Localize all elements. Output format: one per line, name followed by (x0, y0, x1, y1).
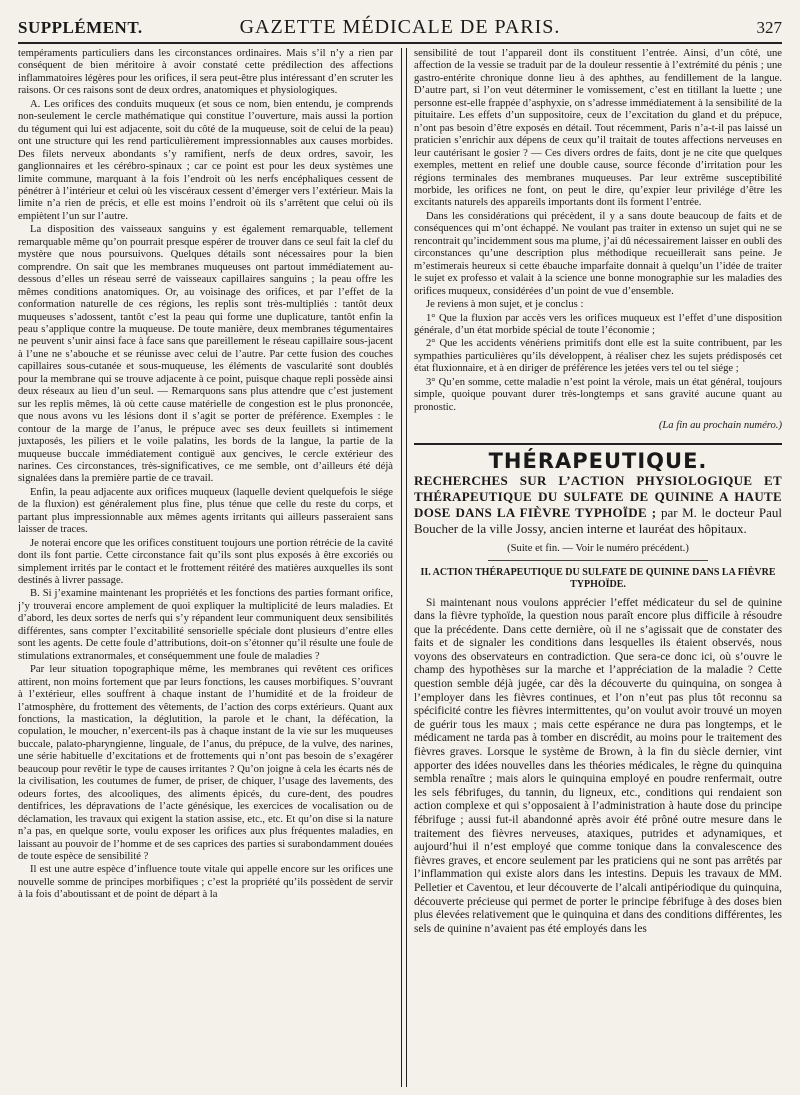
paragraph: Par leur situation topographique même, les membranes qui revêtent ces orifices attirent, non moins fortement que par leurs fonctions, les causes morbifiques. S’ouvrant à l’extérieur, elles souffrent à chaque instant de l’humidité et de la froideur de l’atmosphère, du frottement des vêtements, de l’action des corps extérieurs. Quant aux fonctions, la mastication, la déglutition, la parole et le chant, la défécation, la copulation, le moucher, n’exercent-ils pas à chaque instant de la vie sur les muqueuses buccale, palato-pharyngienne, linguale, de l’anus, du prépuce, de la vulve, des narines, une série habituelle d’excitations et de frottements qui n’ont pas besoin de s’exagérer beaucoup pour revêtir le type de causes irritantes ? Qu’on joigne à cela les écarts nés de la civilisation, les coutumes de fumer, de priser, de chiquer, l’usage des lavements, des odeurs fortes, des alcooliques, des aliments épicés, du cure-dent, des poudres dentifrices, les dépravations de l’acte génésique, les exercices de vocalisation ou de déclamation, les travaux qui exigent la station assise, etc., etc. Et qu’on dise si la nature n’a pas, en quelque sorte, voulu exposer les orifices aux plus fréquentes maladies, en laissant au pouvoir de l’homme et de ses caprices des parties si surabondamment douées de toute espèce de sensibilité ? (18, 664, 393, 862)
paragraph: Il est une autre espèce d’influence toute vitale qui appelle encore sur les orifices une nouvelle somme de principes morbifiques ; c’est la propriété qu’ils possèdent de servir à la fois d’aboutissant et de point de départ à la (18, 864, 393, 901)
paragraph: A. Les orifices des conduits muqueux (et sous ce nom, bien entendu, je comprends non-seulement le cercle mathématique qui constitue l’ouverture, mais aussi la portion du tégument qui lui est adjacente, soit du côté de la muqueuse, soit de celui de la peau) ont une structure qui les rend particulièrement impressionnables aux causes morbides. Des filets nerveux abondants s’y ramifient, nerfs de deux ordres, savoir, les ganglionnaires et les cérébro-spinaux ; car ce point est pour les deux systèmes une limite commune, marquant à la fois l’endroit où les nerfs encéphaliques cessent de pénétrer à l’intérieur et celui où les viscéraux cessent d’émerger vers l’extérieur. Mais la limite n’a rien de précis, et elle est moins l’endroit où ils s’arrêtent que celui où ils empiètent l’un sur l’autre. (18, 98, 393, 222)
article-title (414, 473, 782, 537)
supplement-label: SUPPLÉMENT. (18, 18, 143, 37)
paragraph: sensibilité de tout l’appareil dont ils constituent l’entrée. Ainsi, d’un côté, une affection de la vessie se traduit par de la douleur ressentie à l’extrémité du pénis ; une gastro-entérite chronique donne lieu à des aphthes, au fendillement de la langue. D’autre part, si l’on veut déterminer le vomissement, c’est en titillant la luette ; une personne est-elle frappée d’asphyxie, on s’adresse immédiatement à la sensibilité de la pituitaire. Les effets d’un suppositoire, ceux de l’excitation du gland et du prépuce, n’ont pas besoin d’être exposés en détail. Tout récemment, Paris n’a-t-il pas laissé un praticien s’enrichir aux dépens de ceux qu’il traitait de toutes affections nerveuses en leur cautérisant le gosier ? — Ces divers ordres de faits, dont je ne cite que quelques exemples, mettent en relief une double cause, source féconde d’irritation pour les régions terminales des membranes muqueuses. Par leur extrême susceptibilité morbide, les orifices ne font, on peut le dire, qu’expier leur privilége d’être les excitants naturels des appareils importants dont ils forment l’entrée. (414, 48, 782, 209)
column-divider (401, 48, 407, 1087)
article-title-text: RECHERCHES SUR L’ACTION PHYSIOLOGIQUE ET THÉRAPEUTIQUE DU SULFATE DE QUININE A HAUTE DOSE DANS LA FIÈVRE TYPHOÏDE ; (414, 473, 782, 521)
paragraph: Dans les considérations qui précèdent, il y a sans doute beaucoup de faits et de conséquences qui m’ont échappé. Ne voulant pas traiter in extenso un sujet qui ne se rencontrait qu’incidemment sous ma plume, j’ai dû nécessairement laisser en oubli des circonstances qu’une description plus méthodique recueillerait sans peine. Je m’estimerais heureux si cette ébauche imparfaite donnait à quelqu’un l’idée de traiter le sujet ex professo et valait à la science une bonne monographie sur les maladies des orifices muqueux, considérées d’un point de vue d’ensemble. (414, 210, 782, 297)
paragraph: Je reviens à mon sujet, et je conclus : (426, 299, 584, 311)
suite-note: (Suite et fin. — Voir le numéro précédent.) (507, 543, 689, 555)
thin-rule (488, 560, 709, 561)
continuation-note: (La fin au prochain numéro.) (658, 420, 782, 432)
paragraph: Je noterai encore que les orifices constituent toujours une portion rétrécie de la cavité dont ils font partie. Cette circonstance fait qu’ils sont plus exposés à être excoriés ou simplement irrités par le contact et le frottement réitéré des matières auxquelles ils sont destinés à livrer passage. (18, 537, 393, 587)
paragraph: 2° Que les accidents vénériens primitifs dont elle est la suite contribuent, par les sympathies particulières qu’ils développent, à réaliser chez les sujets prédisposés cet état fluxionnaire, et à en diriger de préférence les jetées vers tel ou tel siége ; (414, 338, 782, 375)
left-column (18, 48, 393, 1087)
paragraph: tempéraments particuliers dans les circonstances ordinaires. Mais s’il n’y a rien par conséquent de bien méritoire à avoir constaté cette prédilection des affections inflammatoires légères pour les orifices, il sera peut-être plus intéressant d’en scruter les raisons. Or ces raisons sont de deux ordres, anatomiques et physiologiques. (18, 48, 393, 97)
paragraph: 1° Que la fluxion par accès vers les orifices muqueux est l’effet d’une disposition générale, d’un état morbide spécial de toute l’économie ; (414, 312, 782, 336)
section-title: THÉRAPEUTIQUE. (488, 448, 708, 473)
page-number: 327 (756, 18, 782, 37)
section-rule (414, 443, 782, 445)
paragraph: La disposition des vaisseaux sanguins y est également remarquable, tellement remarquable même qu’on pourrait presque espérer de trouver dans ce seul fait la clef du mystère que nous poursuivons. Quelques détails sont nécessaires pour la bien comprendre. On sait que les membranes muqueuses ont partout immédiatement au-dessous d’elles un réseau serré de vaisseaux capillaires sanguins ; la peau offre les mêmes conditions anatomiques. Or, au voisinage des orifices, et par l’effet de la conformation naturelle de ces régions, les replis sont très-multipliés : tantôt deux muqueuses s’adossent, tantôt c’est la peau qui forme une duplicature, tantôt enfin la peau s’applique contre la muqueuse. De toute manière, deux membranes tégumentaires ne peuvent s’unir ainsi face à face sans que pareillement le réseau capillaire sous-jacent à l’une ne s’abouche et se réunisse avec celui de l’autre. Par cette fusion des couches capillaires sous-cutanée et sous-muqueuse, les éléments de vascularité sont doublés pour la membrane qui se trouve adjacente à ce point, puisque chaque repli possède ainsi deux réseaux au lieu d’un seul. — Remarquons sans plus attendre que c’est justement sur les replis mêmes, là où cette cause matérielle de congestion est le plus prononcée, que nous avons vu les lésions dont il s’agit se porter de préférence. Exemples : le contour de la marge de l’anus, le prépuce avec ses deux feuillets si intimement juxtaposés, les piliers et le voile palatins, les bords de la langue, la partie de la muqueuse buccale immédiatement contiguë aux gencives, le cercle extérieur des narines. Ces circonstances, très-significatives, ce me semble, ont d’ailleurs été déjà signalées dans la première partie de ce travail. (18, 224, 393, 485)
paragraph: B. Si j’examine maintenant les propriétés et les fonctions des parties formant orifice, j’y trouverai encore amplement de quoi expliquer la multiplicité de leurs maladies. Et d’abord, les deux sortes de nerfs qui s’y répandent leur communiquent deux sensibilités différentes, sans compter l’excitabilité sensorielle spéciale dont plusieurs d’entre elles sont les agents. De cette foule d’attributions, doit-on s’étonner qu’il résulte une foule de stimulations extranormales, et conséquemment une foule de maladies ? (18, 588, 393, 662)
page-header (18, 12, 782, 44)
journal-title: GAZETTE MÉDICALE DE PARIS. (239, 16, 561, 38)
paragraph: Enfin, la peau adjacente aux orifices muqueux (laquelle devient quelquefois le siége de la fluxion) est généralement plus fine, plus ténue que celle du reste du corps, et partant plus impressionnable aux mêmes agents irritants qui ailleurs passeraient sans laisser de traces. (18, 486, 393, 536)
paragraph: Si maintenant nous voulons apprécier l’effet médicateur du sel de quinine dans la fièvre typhoïde, la question nous paraît encore plus difficile à résoudre que la précédente. Dans cette dernière, où il ne s’agissait que de constater des faits et de signaler les conditions dans lesquelles ils étaient observés, nous voyons des observateurs en contradiction. Que sera-ce donc ici, où s’ouvre le champ des hypothèses sur la marche et l’appréciation de la maladie ? Cette question semble déjà jugée, car dès la découverte du quinquina, on songea à l’employer dans les fièvres continues, et l’on n’eut pas plus tôt reconnu sa spécificité contre les fièvres intermittentes, qu’on voulut avoir trouvé un moyen de guérir tous les maux ; mais cette espérance ne dura pas longtemps, et le médicament ne tarda pas à tomber en discrédit, au moins pour le traitement des fièvres graves. Lorsque le système de Brown, à la fin du siècle dernier, vint apporter des idées nouvelles dans les théories médicales, le règne du quinquina sembla renaître ; mais alors le quinquina employé en poudre renfermait, outre les sels fébrifuges, du tannin, du ligneux, etc., conditions qui rendaient son action complexe et qui s’opposaient à l’administration à haute dose du principe fébrifuge ; aussi fut-il abandonné après avoir été prôné outre mesure dans le traitement des fièvres nerveuses, ataxiques, putrides et adynamiques, et aujourd’hui il n’est employé que comme tonique dans la convalescence des fièvres graves, et encore seulement par les praticiens qui ne sont pas arrêtés par l’inflammation qui existe alors dans les intestins. Depuis les travaux de MM. Pelletier et Caventou, et leur découverte de l’alcali antipériodique du quinquina, découverte précieuse qui permet de porter le principe fébrifuge à des doses bien plus élevées relativement que le quinquina et dans des conditions différentes, les sels de quinine n’avaient pas été employés dans les (414, 596, 782, 935)
subsection-title: II. ACTION THÉRAPEUTIQUE DU SULFATE DE QUININE DANS LA FIÈVRE TYPHOÏDE. (420, 566, 776, 590)
article-author: par M. le docteur Paul Boucher de la ville Jossy, ancien interne et lauréat des hôpitaux. (414, 505, 782, 537)
paragraph: 3° Qu’en somme, cette maladie n’est point la vérole, mais un état général, toujours simple, quoique pouvant durer très-longtemps et sans gravité aucune quant au pronostic. (414, 376, 782, 413)
right-column (414, 48, 782, 1087)
